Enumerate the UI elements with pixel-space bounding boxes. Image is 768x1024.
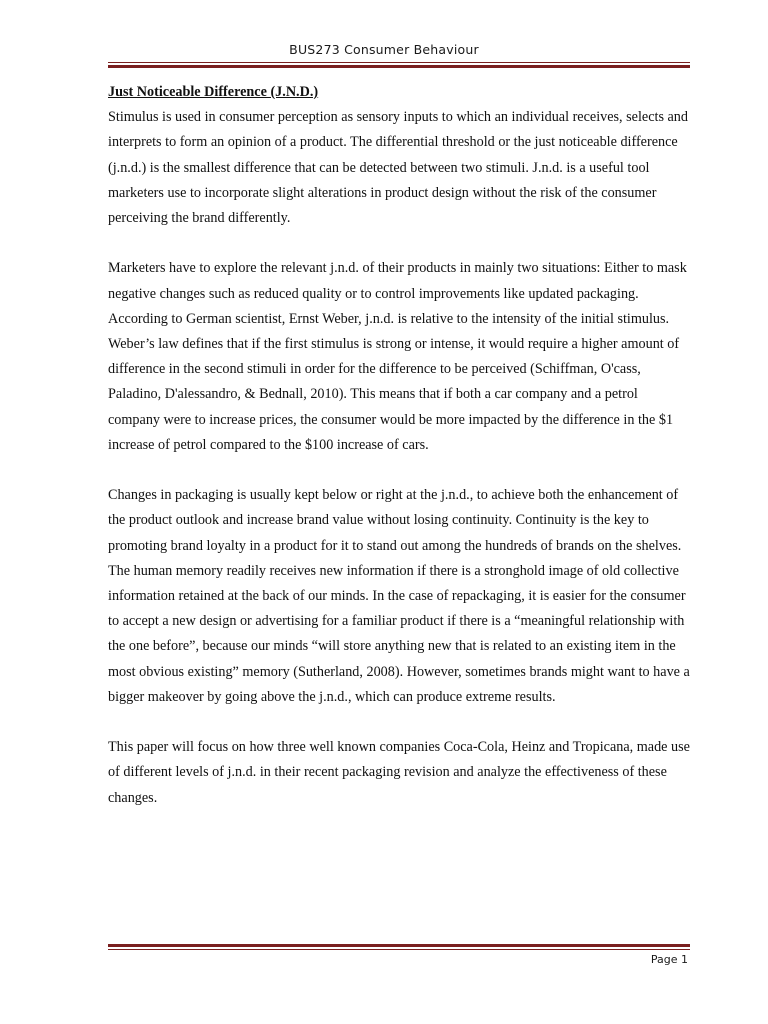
paragraph-4: This paper will focus on how three well known companies Coca-Cola, Heinz and Tropicana, made use of different levels of j.n.d. in their recent packaging revision and analyze the effectiveness of these changes. [108,739,690,806]
section-heading: Just Noticeable Difference (J.N.D.) [108,84,319,100]
footer-rule-thick [108,944,690,947]
paragraph-spacer [108,710,692,735]
paragraph-1: Stimulus is used in consumer perception as sensory inputs to which an individual receives, selects and interprets to form an opinion of a product. The differential threshold or the just noticeable difference (j.n.d.) is the smallest difference that can be detected between two stimuli. J.n.d. is a useful tool marketers use to incorporate slight alterations in product design without the risk of the consumer perceiving the brand differently. [108,109,688,227]
header-rule-thick [108,65,690,68]
page-number: Page 1 [650,953,688,966]
document-body [108,80,692,811]
footer-rule-thin [108,949,690,950]
header-rule-thin [108,62,690,63]
header-title: BUS273 Consumer Behaviour [289,42,479,57]
paragraph-spacer [108,231,692,256]
paragraph-spacer [108,458,692,483]
paragraph-3: Changes in packaging is usually kept below or right at the j.n.d., to achieve both the enhancement of the product outlook and increase brand value without losing continuity. Continuity is the key to promoting brand loyalty in a product for it to stand out among the hundreds of brands on the shelves. The human memory readily receives new information if there is a stronghold image of old collective information retained at the back of our minds. In the case of repackaging, it is easier for the consumer to accept a new design or advertising for a familiar product if there is a “meaningful relationship with the one before”, because our minds “will store anything new that is related to an existing item in the most obvious existing” memory (Sutherland, 2008). However, sometimes brands might want to have a bigger makeover by going above the j.n.d., which can produce extreme results. [108,487,690,705]
paragraph-2: Marketers have to explore the relevant j.n.d. of their products in mainly two situations: Either to mask negative changes such as reduced quality or to control improvements like updated packaging. According to German scientist, Ernst Weber, j.n.d. is relative to the intensity of the initial stimulus. Weber’s law defines that if the first stimulus is strong or intense, it would require a higher amount of difference in the second stimuli in order for the difference to be perceived (Schiffman, O'cass, Paladino, D'alessandro, & Bednall, 2010). This means that if both a car company and a petrol company were to increase prices, the consumer would be more impacted by the difference in the $1 increase of petrol compared to the $100 increase of cars. [108,260,687,453]
